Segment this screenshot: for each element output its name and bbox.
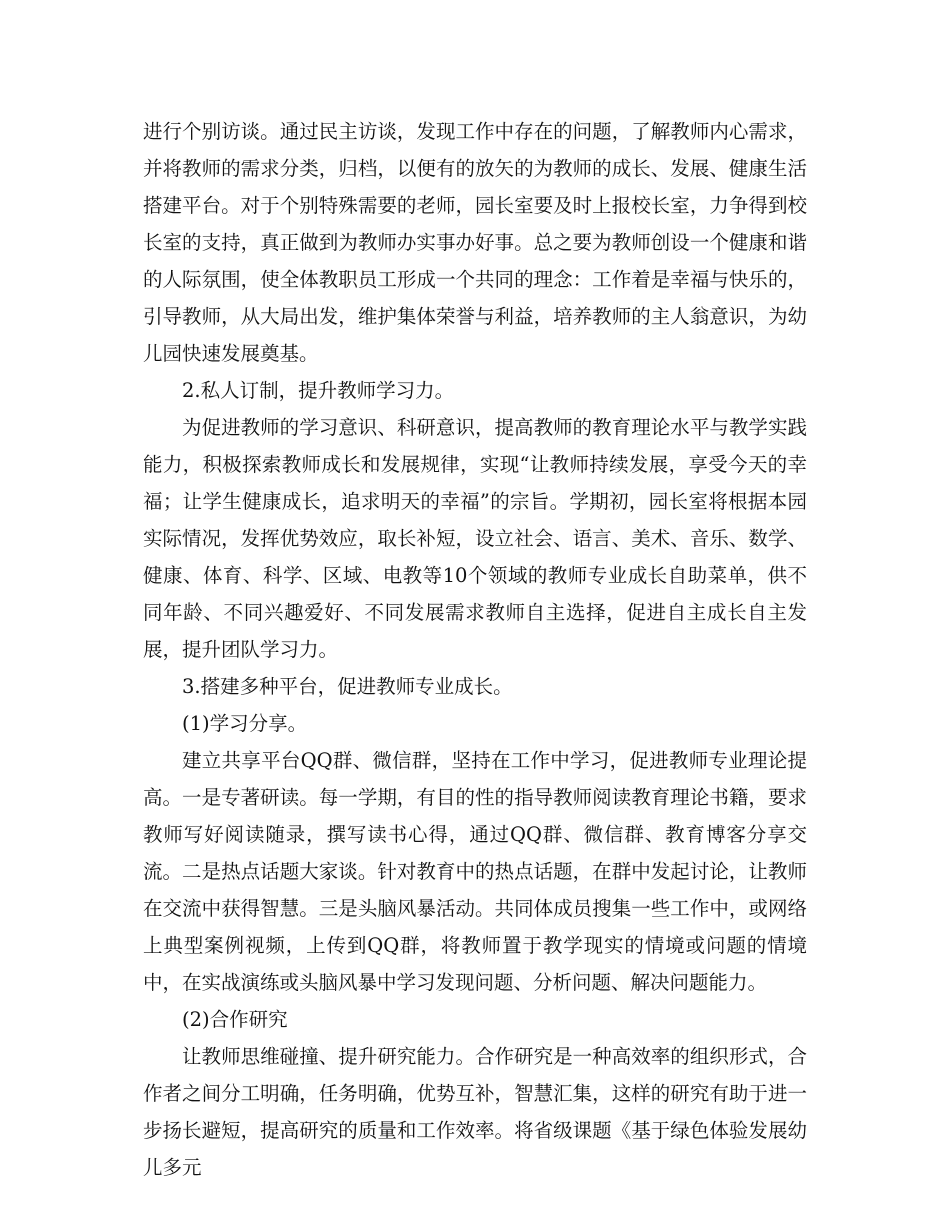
document-body: [143, 113, 807, 1186]
subheading-cooperative-research: (2)合作研究: [182, 1008, 288, 1031]
heading-private-customization: 2.私人订制，提升教师学习力。: [182, 379, 455, 402]
paragraph-sharing-platform: 建立共享平台QQ群、微信群，坚持在工作中学习，促进教师专业理论提高。一是专著研读。每一学期，有目的性的指导教师阅读教育理论书籍，要求教师写好阅读随录，撰写读书心得，通过QQ群、微信群、教育博客分享交流。二是热点话题大家谈。针对教育中的热点话题，在群中发起讨论，让教师在交流中获得智慧。三是头脑风暴活动。共同体成员搜集一些工作中，或网络上典型案例视频，上传到QQ群，将教师置于教学现实的情境或问题的情境中，在实战演练或头脑风暴中学习发现问题、分析问题、解决问题能力。: [143, 749, 807, 994]
paragraph-learning-menu: 为促进教师的学习意识、科研意识，提高教师的教育理论水平与教学实践能力，积极探索教师成长和发展规律，实现“让教师持续发展，享受今天的幸福；让学生健康成长，追求明天的幸福”的宗旨。学期初，园长室将根据本园实际情况，发挥优势效应，取长补短，设立社会、语言、美术、音乐、数学、健康、体育、科学、区域、电教等10个领域的教师专业成长自助菜单，供不同年龄、不同兴趣爱好、不同发展需求教师自主选择，促进自主成长自主发展，提升团队学习力。: [143, 416, 807, 661]
heading-multiple-platforms: 3.搭建多种平台，促进教师专业成长。: [182, 675, 513, 698]
paragraph-teacher-interviews: 进行个别访谈。通过民主访谈，发现工作中存在的问题，了解教师内心需求，并将教师的需求分类，归档，以便有的放矢的为教师的成长、发展、健康生活搭建平台。对于个别特殊需要的老师，园长室要及时上报校长室，力争得到校长室的支持，真正做到为教师办实事办好事。总之要为教师创设一个健康和谐的人际氛围，使全体教职员工形成一个共同的理念：工作着是幸福与快乐的，引导教师，从大局出发，维护集体荣誉与利益，培养教师的主人翁意识，为幼儿园快速发展奠基。: [143, 120, 807, 365]
subheading-learning-sharing: (1)学习分享。: [182, 712, 308, 735]
paragraph-cooperative-research: 让教师思维碰撞、提升研究能力。合作研究是一种高效率的组织形式，合作者之间分工明确，任务明确，优势互补，智慧汇集，这样的研究有助于进一步扬长避短，提高研究的质量和工作效率。将省级课题《基于绿色体验发展幼儿多元: [143, 1045, 807, 1179]
